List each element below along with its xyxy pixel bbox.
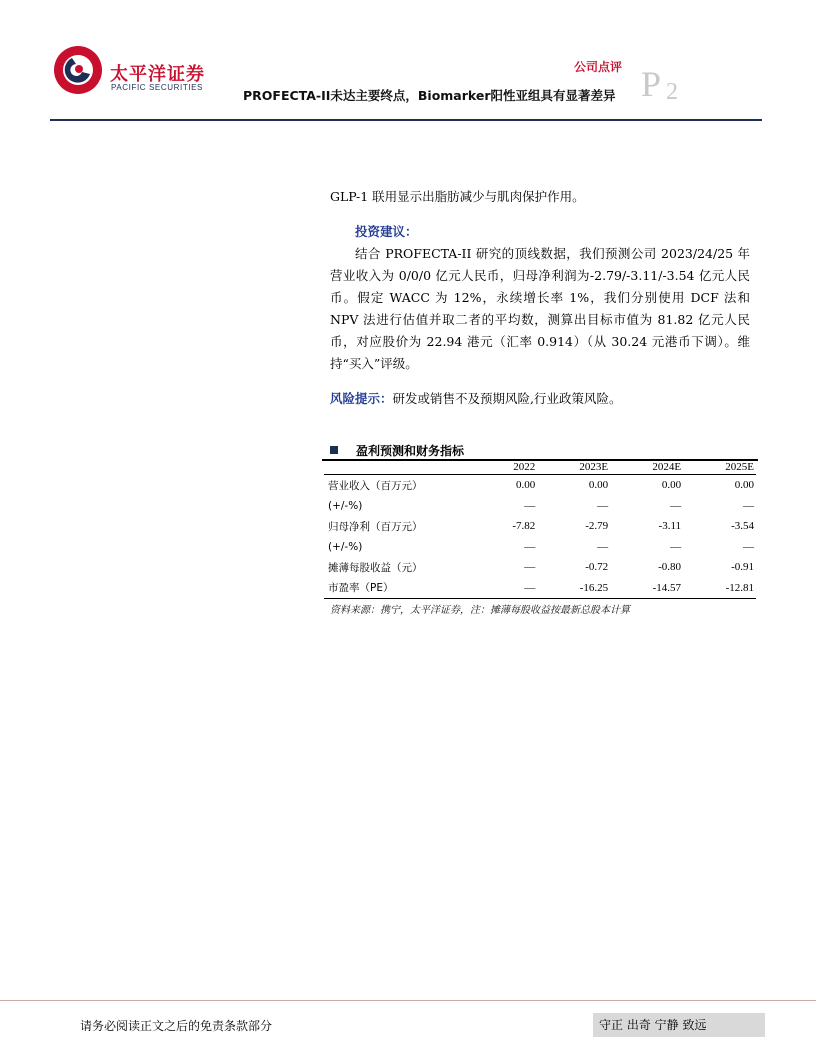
- table-cell: —: [597, 499, 609, 512]
- report-body: [330, 186, 750, 410]
- report-type: 公司点评: [574, 60, 623, 74]
- table-cell: —: [743, 540, 754, 553]
- table-header-row: [324, 460, 756, 475]
- column-header: 2023E: [537, 460, 610, 475]
- table-cell: -16.25: [537, 578, 610, 599]
- table-cell: —: [670, 499, 682, 512]
- table-row: [324, 578, 756, 599]
- table-row: [324, 475, 756, 496]
- table-row: [324, 516, 756, 537]
- column-header: 2024E: [610, 460, 683, 475]
- company-motto: 守正 出奇 宁静 致远: [593, 1013, 765, 1037]
- report-title: PROFECTA-II未达主要终点，Biomarker阳性亚组具有显著差异: [243, 88, 616, 103]
- row-label: 归母净利（百万元）: [328, 520, 423, 533]
- table-source-note: 资料来源：携宁，太平洋证券，注：摊薄每股收益按最新总股本计算: [330, 605, 630, 616]
- table-cell: —: [476, 578, 537, 599]
- table-cell: -3.11: [658, 520, 682, 533]
- intro-paragraph: GLP-1 联用显示出脂肪减少与肌肉保护作用。: [330, 189, 585, 204]
- brand-name-en: PACIFIC SECURITIES: [111, 83, 203, 92]
- disclaimer-note: 请务必阅读正文之后的免责条款部分: [80, 1019, 273, 1033]
- table-cell: —: [597, 540, 609, 553]
- table-cell: 0.00: [588, 479, 609, 492]
- table-title: 盈利预测和财务指标: [330, 442, 464, 459]
- table-cell: -2.79: [585, 520, 609, 533]
- table-cell: -0.72: [585, 561, 609, 574]
- table-cell: -3.54: [731, 520, 754, 533]
- row-label: (+/-%): [328, 540, 363, 553]
- table-cell: -0.91: [731, 561, 754, 574]
- table-cell: -14.57: [610, 578, 683, 599]
- table-cell: -12.81: [683, 578, 756, 599]
- page-number: 2: [666, 79, 678, 105]
- page-letter: P: [641, 64, 662, 104]
- table-cell: —: [524, 540, 536, 553]
- table-cell: 0.00: [661, 479, 682, 492]
- table-cell: —: [524, 499, 536, 512]
- row-label: 市盈率（PE）: [324, 578, 476, 599]
- brand-name-cn: 太平洋证券: [110, 64, 205, 85]
- row-label: 摊薄每股收益（元）: [328, 561, 423, 574]
- column-header: 2022: [476, 460, 537, 475]
- row-label: (+/-%): [328, 499, 363, 512]
- pacific-securities-logo-icon: [52, 44, 104, 96]
- table-cell: 0.00: [734, 479, 754, 492]
- table-cell: —: [743, 499, 754, 512]
- table-corner: [324, 460, 476, 475]
- financial-table: [324, 460, 756, 599]
- table-cell: -7.82: [512, 520, 536, 533]
- risk-text: 研发或销售不及预期风险,行业政策风险。: [392, 391, 622, 406]
- row-label: 营业收入（百万元）: [328, 479, 423, 492]
- table-cell: 0.00: [516, 479, 536, 492]
- table-cell: —: [670, 540, 682, 553]
- square-bullet-icon: [330, 446, 338, 454]
- table-cell: —: [524, 561, 536, 574]
- invest-heading: 投资建议：: [355, 224, 418, 239]
- table-row: [324, 496, 756, 517]
- invest-paragraph: 结合 PROFECTA-II 研究的顶线数据，我们预测公司 2023/24/25 年营业收入为 0/0/0 亿元人民币，归母净利润为-2.79/-3.11/-3.54 亿元人民币。假定 WACC 为 12%，永续增长率 1%，我们分别使用 DCF 法和 NPV 法进行估值并取二者的平均数，测算出目标市值为 81.82 亿元人民币，对应股价为 22.94 港元（汇率 0.914）（从 30.24 元港币下调）。维持“买入”评级。: [330, 246, 750, 371]
- table-cell: -0.80: [658, 561, 682, 574]
- table-row: [324, 557, 756, 578]
- header-divider: [50, 119, 762, 121]
- footer-divider: [0, 1000, 816, 1001]
- column-header: 2025E: [683, 460, 756, 475]
- risk-heading: 风险提示：: [330, 391, 393, 406]
- table-row: [324, 537, 756, 558]
